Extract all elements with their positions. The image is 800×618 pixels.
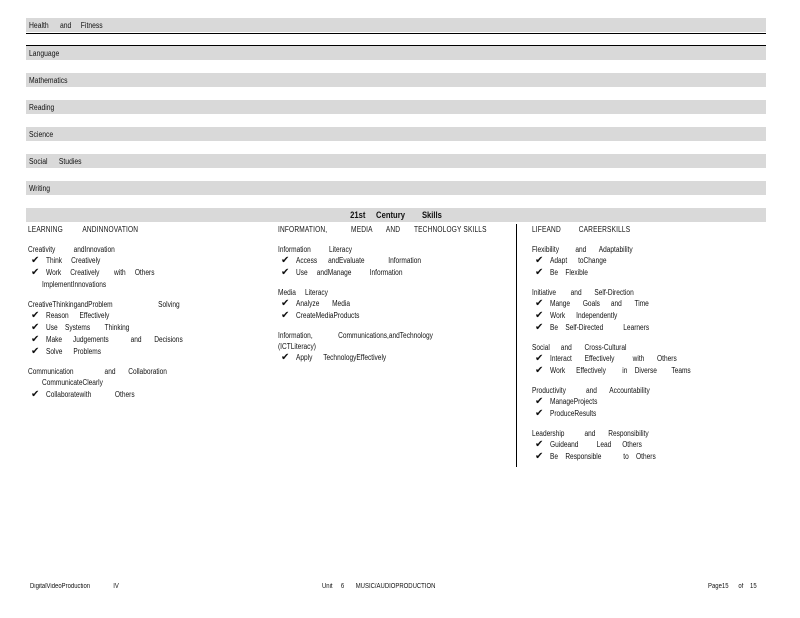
skill-group-title: Leadership and Responsibility: [532, 429, 649, 438]
skill-group: [532, 287, 762, 334]
skill-group-title: Social and Cross-Cultural: [532, 343, 627, 352]
skill-item: [532, 408, 762, 420]
footer-course: DigitalVideoProduction IV: [30, 583, 119, 590]
skill-item: [532, 439, 762, 451]
subject-bar-social-studies: [26, 154, 766, 168]
skill-item-label: Adapt toChange: [550, 256, 607, 265]
skill-item-label: Apply TechnologyEffectively: [296, 353, 387, 362]
skill-group-title: Information, Communications,andTechnology: [278, 331, 433, 340]
divider-line: [26, 33, 766, 34]
skill-item: [532, 310, 762, 322]
subject-bar-science: [26, 127, 766, 141]
checkmark-icon: ✔: [281, 267, 290, 278]
skill-item-label: CreateMediaProducts: [296, 311, 360, 320]
checkmark-icon: ✔: [281, 352, 290, 363]
skill-item-label: ProduceResults: [550, 409, 597, 418]
subject-bar-reading: [26, 100, 766, 114]
skill-item: [28, 310, 268, 322]
skill-group: [278, 330, 513, 364]
skill-item-label: Collaboratewith Others: [46, 390, 135, 399]
skill-subitem-label: CommunicateClearly: [42, 378, 103, 387]
column-divider: [516, 224, 517, 467]
skill-item-label: Make Judgements and Decisions: [46, 335, 183, 344]
skills-column-learning-innovation: [28, 225, 268, 409]
skill-item: [532, 365, 762, 377]
skill-item: [28, 334, 268, 346]
skill-item: [532, 298, 762, 310]
checkmark-icon: ✔: [31, 255, 40, 266]
skill-group-title: CreativeThinkingandProblem Solving: [28, 300, 180, 309]
skill-item: [278, 267, 513, 279]
checkmark-icon: ✔: [31, 334, 40, 345]
skill-item-label: Work Creatively with Others: [46, 268, 155, 277]
skill-group: [278, 287, 513, 322]
skill-group: [278, 244, 513, 279]
checkmark-icon: ✔: [535, 255, 544, 266]
skill-group: [532, 244, 762, 279]
skill-item-label: Think Creatively: [46, 256, 101, 265]
skill-item: [28, 255, 268, 267]
skill-group-title: Communication and Collaboration: [28, 367, 167, 376]
subject-bar-language: [26, 46, 766, 60]
skill-group-title: Media Literacy: [278, 288, 328, 297]
subject-label: Science: [29, 130, 54, 139]
skill-item-label: Work Effectively in Diverse Teams: [550, 366, 691, 375]
checkmark-icon: ✔: [281, 298, 290, 309]
skill-group: [28, 299, 268, 358]
subject-label: Social Studies: [29, 157, 82, 166]
subject-bar-writing: [26, 181, 766, 195]
skills-column-information-media-technology: [278, 225, 513, 372]
skill-item-label: Reason Effectively: [46, 311, 110, 320]
subject-bar-health-fitness: [26, 18, 766, 32]
skill-group: [532, 342, 762, 377]
subject-bar-mathematics: [26, 73, 766, 87]
skill-item: [278, 310, 513, 322]
skill-item-label: Be Self-Directed Learners: [550, 323, 650, 332]
skill-item-label: Work Independently: [550, 311, 618, 320]
checkmark-icon: ✔: [281, 310, 290, 321]
skill-item: [532, 451, 762, 463]
checkmark-icon: ✔: [535, 310, 544, 321]
subject-label: Mathematics: [29, 76, 68, 85]
footer-page-number: Page15 of 15: [708, 583, 757, 590]
skill-subitem-label: ImplementInnovations: [42, 280, 107, 289]
skill-item-label: Solve Problems: [46, 347, 102, 356]
skill-item: [278, 298, 513, 310]
checkmark-icon: ✔: [535, 365, 544, 376]
skill-item-label: Mange Goals and Time: [550, 299, 649, 308]
skill-group: [28, 244, 268, 291]
skill-item-label: Analyze Media: [296, 299, 350, 308]
skill-group: [28, 366, 268, 401]
skill-group-title: Initiative and Self-Direction: [532, 288, 634, 297]
skill-item: [28, 267, 268, 279]
footer-unit: Unit 6 MUSIC/AUDIOPRODUCTION: [322, 583, 436, 590]
skills-header-title: 21st Century Skills: [350, 210, 442, 220]
checkmark-icon: ✔: [535, 267, 544, 278]
skill-group-title: Productivity and Accountability: [532, 386, 650, 395]
checkmark-icon: ✔: [535, 396, 544, 407]
skill-item: [28, 322, 268, 334]
skill-item: [532, 353, 762, 365]
skill-item: [532, 396, 762, 408]
checkmark-icon: ✔: [31, 346, 40, 357]
skill-group-title: Flexibility and Adaptability: [532, 245, 633, 254]
checkmark-icon: ✔: [281, 255, 290, 266]
checkmark-icon: ✔: [535, 408, 544, 419]
skill-group-title: (ICTLiteracy): [278, 342, 316, 351]
checkmark-icon: ✔: [535, 451, 544, 462]
skill-item: [532, 255, 762, 267]
skill-item-label: ManageProjects: [550, 397, 598, 406]
skill-item: [278, 255, 513, 267]
skill-item-label: Be Responsible to Others: [550, 452, 656, 461]
skill-item: [28, 346, 268, 358]
column-heading: LIFEAND CAREERSKILLS: [532, 225, 631, 234]
skill-item: [532, 267, 762, 279]
checkmark-icon: ✔: [31, 267, 40, 278]
checkmark-icon: ✔: [535, 439, 544, 450]
skill-item: [278, 352, 513, 364]
column-heading: INFORMATION, MEDIA AND TECHNOLOGY SKILLS: [278, 225, 487, 234]
checkmark-icon: ✔: [31, 322, 40, 333]
checkmark-icon: ✔: [535, 298, 544, 309]
skill-group: [532, 385, 762, 420]
checkmark-icon: ✔: [31, 389, 40, 400]
skill-subitem: [28, 377, 268, 389]
checkmark-icon: ✔: [31, 310, 40, 321]
subject-label: Writing: [29, 184, 51, 193]
subject-label: Language: [29, 49, 60, 58]
skill-item-label: Use andManage Information: [296, 268, 403, 277]
skill-item: [28, 389, 268, 401]
skill-item-label: Interact Effectively with Others: [550, 354, 677, 363]
subject-label: Health and Fitness: [29, 21, 103, 30]
skill-group-title: Information Literacy: [278, 245, 353, 254]
skills-column-life-career: [532, 225, 762, 471]
skill-item-label: Be Flexible: [550, 268, 588, 277]
column-heading: LEARNING ANDINNOVATION: [28, 225, 139, 234]
skill-item: [532, 322, 762, 334]
skills-header: [26, 208, 766, 222]
checkmark-icon: ✔: [535, 322, 544, 333]
skill-group-title: Creativity andInnovation: [28, 245, 115, 254]
checkmark-icon: ✔: [535, 353, 544, 364]
skill-item-label: Access andEvaluate Information: [296, 256, 422, 265]
skill-group: [532, 428, 762, 463]
subject-label: Reading: [29, 103, 55, 112]
skill-subitem: [28, 279, 268, 291]
skill-item-label: Use Systems Thinking: [46, 323, 130, 332]
skill-item-label: Guideand Lead Others: [550, 440, 642, 449]
